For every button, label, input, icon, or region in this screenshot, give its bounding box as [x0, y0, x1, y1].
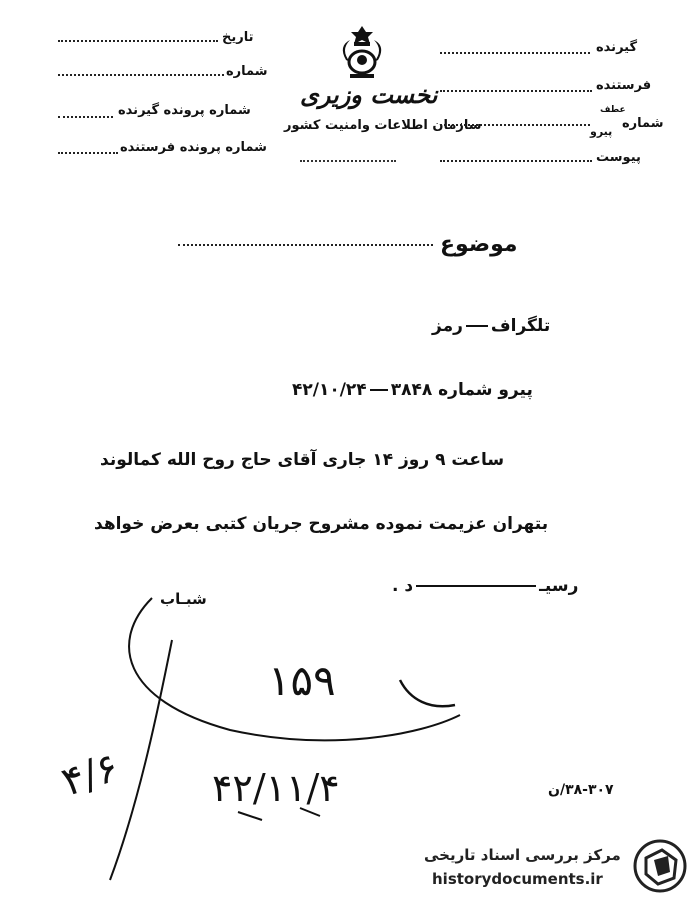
sender-dotted-line	[440, 90, 592, 92]
organization-name: سازمان اطلاعات وامنیت کشور	[284, 118, 482, 133]
sender-file-dotted-line	[58, 152, 118, 154]
handwritten-number: ۱۵۹	[268, 656, 336, 705]
date-dotted-line	[58, 40, 218, 42]
recipient-file-number-label: شماره پرونده گیرنده	[118, 103, 251, 118]
handwritten-date: ۴۲/۱۱/۴	[212, 766, 340, 810]
subject-label: موضوع	[440, 232, 518, 257]
date-label: تاریخ	[222, 30, 254, 45]
body-line-1	[432, 316, 550, 336]
sender-file-number-label: شماره پرونده فرستنده	[120, 140, 267, 155]
reference-superscript-atf: عطف	[600, 105, 626, 115]
sender-signature-name: شبـاب	[160, 590, 207, 608]
subject-dotted-line	[178, 244, 433, 246]
body-line-2	[292, 380, 533, 400]
sender-label: فرستنده	[596, 78, 652, 93]
body-line-3: ساعت ۹ روز ۱۴ جاری آقای حاج روح الله کمالوند	[100, 450, 505, 470]
handwritten-margin-note: ۴/۶	[56, 744, 125, 806]
reference-superscript-peyro: پیرو	[590, 125, 613, 138]
emblem-underline-marks	[300, 152, 396, 162]
reference-number-text: پیرو شماره ۳۸۴۸	[390, 380, 533, 400]
number-label: شماره	[226, 64, 268, 79]
attachment-label: پیوست	[596, 150, 641, 165]
body-line-4: بتهران عزیمت نموده مشروح جریان کتبی بعرض خواهد	[94, 514, 549, 534]
number-dotted-line	[58, 74, 224, 76]
recipient-file-dotted-line	[58, 116, 113, 118]
attachment-dotted-line	[440, 160, 592, 162]
watermark-logo-icon	[632, 838, 688, 894]
arrival-word-start: رسیـ	[539, 576, 579, 596]
cipher-word: رمز	[432, 316, 463, 336]
recipient-label: گیرنده	[596, 40, 638, 55]
footer-document-code: ۳۸-۳۰۷/ن	[548, 782, 614, 798]
reference-dotted-line	[440, 124, 590, 126]
telegram-word: تلگراف	[490, 316, 551, 336]
reference-date-text: ۴۲/۱۰/۲۴	[292, 380, 367, 400]
number-underline-stroke	[400, 680, 455, 706]
margin-slash-line	[110, 640, 172, 880]
watermark-url: historydocuments.ir	[432, 870, 603, 888]
reference-number-label: شماره	[622, 116, 664, 131]
recipient-dotted-line	[440, 52, 590, 54]
lion-and-sun-emblem	[332, 22, 392, 84]
office-name: نخست وزیری	[300, 80, 438, 109]
arrival-word-end: د .	[392, 576, 414, 596]
body-line-5	[392, 576, 578, 596]
watermark-title: مرکز بررسی اسناد تاریخی	[424, 846, 621, 864]
